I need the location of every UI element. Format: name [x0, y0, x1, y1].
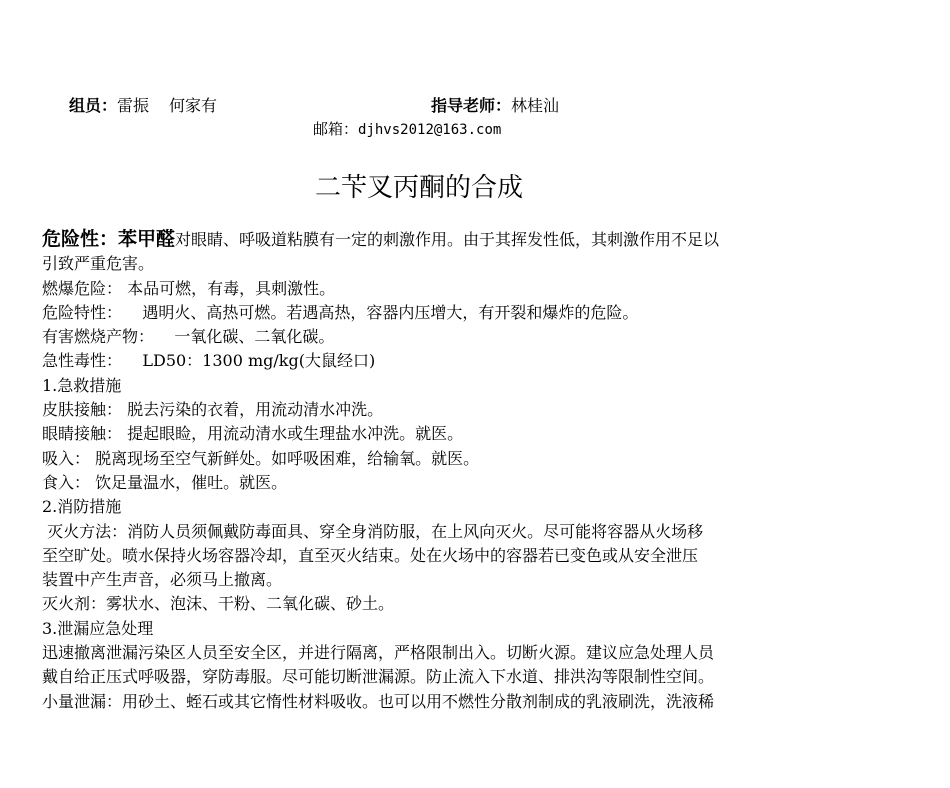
section-heading: 2.消防措施	[42, 497, 122, 517]
paragraph-line: 戴自给正压式呼吸器，穿防毒服。尽可能切断泄漏源。防止流入下水道、排洪沟等限制性空间。	[42, 667, 715, 687]
section-heading: 1.急救措施	[42, 375, 122, 395]
field-label: 危险特性：	[42, 302, 123, 322]
field-value: 饮足量温水，催吐。就医。	[95, 472, 288, 492]
ingestion-line	[42, 471, 802, 495]
member-name: 雷振	[117, 96, 150, 115]
hazard-heading: 危险性：苯甲醛	[42, 228, 176, 250]
field-label: 急性毒性：	[42, 351, 123, 371]
field-label: 食入：	[42, 472, 91, 492]
paragraph-line: 装置中产生声音，必须马上撤离。	[42, 570, 283, 590]
email-value: djhvs2012@163.com	[358, 122, 502, 138]
member-name: 何家有	[169, 96, 218, 115]
field-label: 有害燃烧产物：	[42, 327, 155, 347]
hazard-intro-text: 对眼睛、呼吸道粘膜有一定的刺激作用。由于其挥发性低，其刺激作用不足以	[175, 230, 720, 249]
acute-toxicity-line	[42, 349, 802, 373]
field-value: LD50：1300 mg/kg(大鼠经口)	[142, 351, 376, 371]
paragraph-line: 引致严重危害。	[42, 254, 155, 274]
paragraph-line: 灭火方法：消防人员须佩戴防毒面具、穿全身消防服，在上风向灭火。尽可能将容器从火场移	[42, 521, 704, 541]
field-label: 眼睛接触：	[42, 424, 123, 444]
field-value: 脱去污染的衣着，用流动清水冲洗。	[127, 400, 384, 420]
document-title: 二苄叉丙酮的合成	[314, 173, 523, 203]
members-line	[69, 96, 217, 116]
field-label: 皮肤接触：	[42, 400, 123, 420]
hazard-intro	[42, 227, 802, 252]
fire-hazard-line	[42, 277, 802, 301]
extinguishing-agent-line: 灭火剂：雾状水、泡沫、干粉、二氧化碳、砂土。	[42, 594, 395, 614]
document-body	[42, 227, 802, 714]
field-value: 一氧化碳、二氧化碳。	[174, 327, 335, 347]
combustion-products-line	[42, 325, 802, 349]
inhalation-line	[42, 447, 802, 471]
email-line	[313, 119, 501, 140]
field-value: 本品可燃，有毒，具刺激性。	[127, 278, 336, 298]
teacher-line	[431, 96, 559, 116]
teacher-name: 林桂汕	[511, 96, 560, 115]
field-value: 遇明火、高热可燃。若遇高热，容器内压增大，有开裂和爆炸的危险。	[142, 302, 639, 322]
paragraph-line: 至空旷处。喷水保持火场容器冷却，直至灭火结束。处在火场中的容器若已变色或从安全泄压	[42, 545, 699, 565]
teacher-label: 指导老师：	[431, 96, 512, 115]
section-heading: 3.泄漏应急处理	[42, 618, 154, 638]
skin-contact-line	[42, 398, 802, 422]
paragraph-line: 迅速撤离泄漏污染区人员至安全区，并进行隔离，严格限制出入。切断火源。建议应急处理人员	[42, 643, 715, 663]
eye-contact-line	[42, 422, 802, 446]
members-label: 组员：	[69, 96, 118, 115]
field-value: 提起眼睑，用流动清水或生理盐水冲洗。就医。	[127, 424, 464, 444]
hazard-characteristics-line	[42, 301, 802, 325]
email-label: 邮箱：	[313, 120, 359, 138]
paragraph-line: 小量泄漏：用砂土、蛭石或其它惰性材料吸收。也可以用不燃性分散剂制成的乳液刷洗，洗液稀	[42, 691, 715, 711]
field-label: 燃爆危险：	[42, 278, 123, 298]
field-value: 脱离现场至空气新鲜处。如呼吸困难，给输氧。就医。	[95, 448, 480, 468]
field-label: 吸入：	[42, 448, 91, 468]
